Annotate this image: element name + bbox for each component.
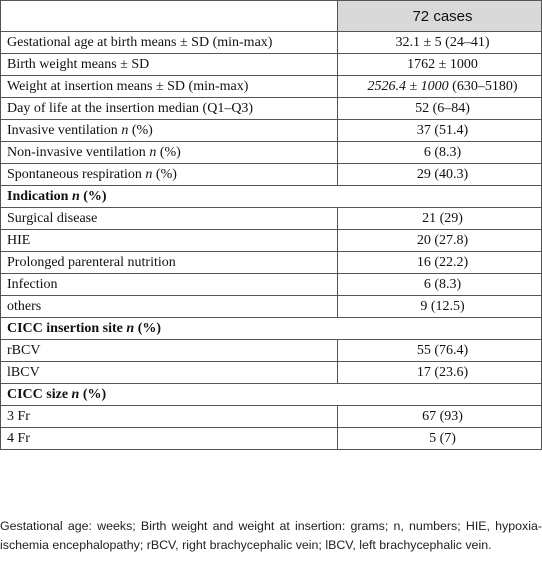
section-title: CICC insertion site n (%) <box>1 318 542 340</box>
table-row <box>1 164 542 186</box>
row-value: 5 (7) <box>338 428 542 450</box>
row-label: Invasive ventilation n (%) <box>1 120 338 142</box>
row-label: others <box>1 296 338 318</box>
table-row <box>1 428 542 450</box>
section-title: CICC size n (%) <box>1 384 542 406</box>
row-label: Surgical disease <box>1 208 338 230</box>
table-footnote: Gestational age: weeks; Birth weight and weight at insertion: grams; n, numbers; HIE, hypoxia-ischemia encephalopathy; rBCV, right brachycephalic vein; lBCV, left brachycephalic vein. <box>0 519 542 552</box>
row-label: Weight at insertion means ± SD (min-max) <box>1 76 338 98</box>
row-label: 4 Fr <box>1 428 338 450</box>
table-row <box>1 120 542 142</box>
table-row <box>1 98 542 120</box>
table-row <box>1 252 542 274</box>
section-header-insertion-site <box>1 318 542 340</box>
table-row <box>1 32 542 54</box>
table-row <box>1 362 542 384</box>
row-value: 2526.4 ± 1000 (630–5180) <box>338 76 542 98</box>
section-header-indication <box>1 186 542 208</box>
row-value: 1762 ± 1000 <box>338 54 542 76</box>
row-label: Spontaneous respiration n (%) <box>1 164 338 186</box>
table-row <box>1 208 542 230</box>
table-row <box>1 76 542 98</box>
table-row <box>1 230 542 252</box>
row-value: 52 (6–84) <box>338 98 542 120</box>
row-label: 3 Fr <box>1 406 338 428</box>
row-label: Prolonged parenteral nutrition <box>1 252 338 274</box>
row-value: 29 (40.3) <box>338 164 542 186</box>
row-label: Birth weight means ± SD <box>1 54 338 76</box>
row-value: 6 (8.3) <box>338 274 542 296</box>
row-value: 67 (93) <box>338 406 542 428</box>
section-header-cicc-size <box>1 384 542 406</box>
row-value: 6 (8.3) <box>338 142 542 164</box>
row-value: 21 (29) <box>338 208 542 230</box>
row-value: 55 (76.4) <box>338 340 542 362</box>
row-label: lBCV <box>1 362 338 384</box>
header-label-cell <box>1 1 338 32</box>
row-label: Infection <box>1 274 338 296</box>
row-value: 9 (12.5) <box>338 296 542 318</box>
table-row <box>1 296 542 318</box>
row-value: 20 (27.8) <box>338 230 542 252</box>
row-value: 17 (23.6) <box>338 362 542 384</box>
table-row <box>1 406 542 428</box>
header-row <box>1 1 542 32</box>
row-label: Day of life at the insertion median (Q1–Q3) <box>1 98 338 120</box>
row-label: Gestational age at birth means ± SD (min-max) <box>1 32 338 54</box>
table-row <box>1 274 542 296</box>
table-row <box>1 142 542 164</box>
row-value: 37 (51.4) <box>338 120 542 142</box>
section-title: Indication n (%) <box>1 186 542 208</box>
row-label: rBCV <box>1 340 338 362</box>
table-row <box>1 340 542 362</box>
row-value: 16 (22.2) <box>338 252 542 274</box>
header-cases-cell: 72 cases <box>338 1 542 32</box>
row-label: Non-invasive ventilation n (%) <box>1 142 338 164</box>
table-row <box>1 54 542 76</box>
row-label: HIE <box>1 230 338 252</box>
row-value: 32.1 ± 5 (24–41) <box>338 32 542 54</box>
